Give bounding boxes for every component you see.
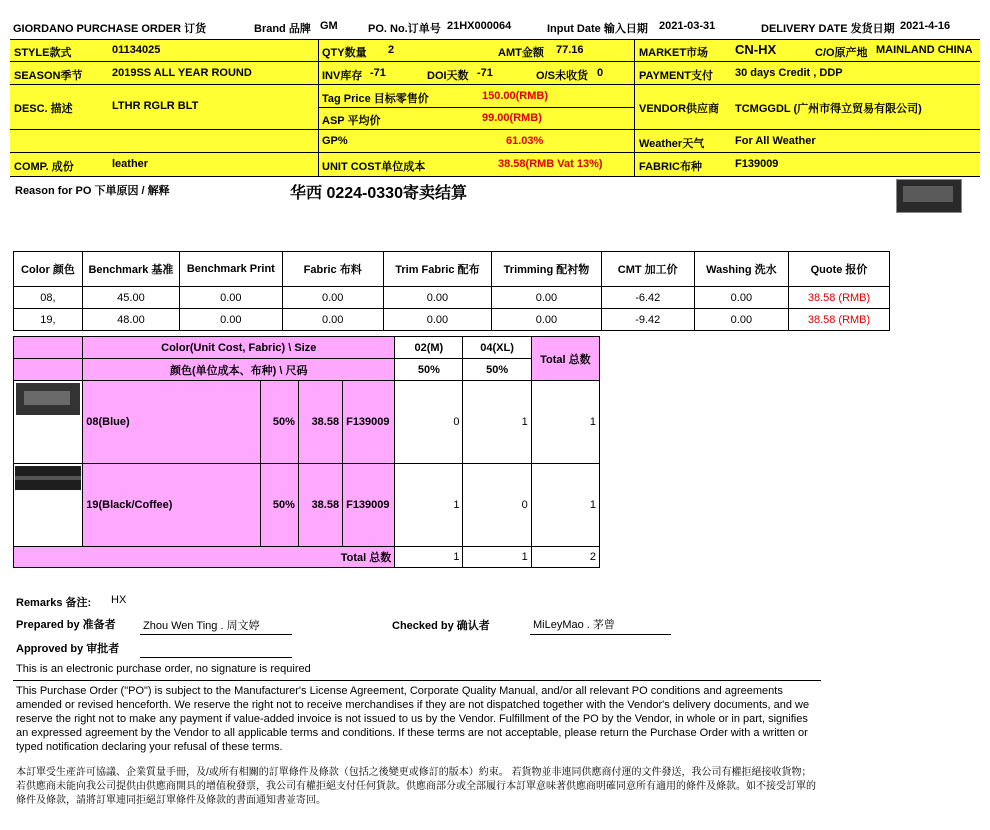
- quote-cell: 38.58 (RMB): [789, 309, 890, 331]
- reason-value: 华西 0224-0330寄卖结算: [290, 185, 467, 202]
- market-label: MARKET市场: [639, 47, 709, 59]
- cell: -9.42: [601, 309, 694, 331]
- document-title: GIORDANO PURCHASE ORDER 订货: [13, 23, 207, 35]
- size-ratio-02m: 50%: [395, 359, 463, 381]
- amt-value: 77.16: [556, 44, 584, 56]
- prepared-label: Prepared by 准备者: [16, 619, 116, 631]
- cell: 0.00: [492, 309, 602, 331]
- payment-value: 30 days Credit , DDP: [735, 67, 843, 79]
- col-quote: Quote 报价: [789, 252, 890, 287]
- input-date-label: Input Date 输入日期: [547, 23, 648, 35]
- cell: 0.00: [179, 309, 282, 331]
- comp-label: COMP. 成份: [14, 161, 74, 173]
- electronic-po-note: This is an electronic purchase order, no signature is required: [16, 663, 311, 675]
- desc-value: LTHR RGLR BLT: [112, 100, 199, 112]
- qty-04xl: 1: [463, 381, 531, 464]
- fabric-label: FABRIC布种: [639, 161, 702, 173]
- size-02m: 02(M): [395, 337, 463, 359]
- row-total: 1: [531, 464, 599, 547]
- checked-signature-line: [530, 634, 671, 635]
- gp-value: 61.03%: [506, 135, 544, 147]
- input-date: 2021-03-31: [659, 20, 716, 32]
- qty-04xl: 0: [463, 464, 531, 547]
- cell: 0.00: [282, 287, 383, 309]
- cell: 48.00: [82, 309, 179, 331]
- inv-label: INV库存: [322, 70, 363, 82]
- quote-cell: 38.58 (RMB): [789, 287, 890, 309]
- terms-chinese: 本訂單受生產許可協議、企業質量手冊，及/或所有相關的訂單條件及條款（包括之後變更或修訂的版本）約束。 若貨物並非連同供應商付運的文件發送，我公司有權拒絕接收貨物；若供應商未能向我公司提供由供應商開具的增值稅發票，我公司有權拒絕支付任何貨款。供應商部分或全部履行本訂單意味著供應商明確同意所有適用的條件及條款。如不接受訂單的條件及條款，請將訂單連同拒絕訂單條件及條款的書面通知書並寄回。: [16, 767, 816, 806]
- doi-value: -71: [477, 67, 493, 79]
- table-row: [14, 464, 600, 547]
- vendor-value: TCMGGDL (广州市得立贸易有限公司): [735, 103, 922, 115]
- col-washing: Washing 洗水: [694, 252, 788, 287]
- style-value: 01134025: [112, 44, 161, 56]
- col-trimming: Trimming 配衬物: [492, 252, 602, 287]
- fabric-value: F139009: [735, 158, 779, 170]
- size-header-en: Color(Unit Cost, Fabric) \ Size: [83, 337, 395, 359]
- size-ratio-04xl: 50%: [463, 359, 531, 381]
- col-trim-fabric: Trim Fabric 配布: [383, 252, 492, 287]
- size-header-cn: 颜色(单位成本、布种) \ 尺码: [83, 359, 395, 381]
- checked-value: MiLeyMao . 茅曾: [533, 619, 615, 631]
- cell: 0.00: [694, 309, 788, 331]
- remarks-value: HX: [111, 594, 127, 606]
- color-pct: 50%: [260, 381, 298, 464]
- sum-04xl: 1: [463, 547, 531, 568]
- prepared-value: Zhou Wen Ting . 周文婷: [143, 620, 260, 632]
- approved-label: Approved by 审批者: [16, 643, 120, 655]
- col-color: Color 颜色: [14, 252, 83, 287]
- prepared-signature-line: [140, 634, 292, 635]
- cell: 0.00: [492, 287, 602, 309]
- table-row: [14, 309, 890, 331]
- sum-02m: 1: [395, 547, 463, 568]
- checked-label: Checked by 确认者: [392, 620, 490, 632]
- po-number: 21HX000064: [447, 20, 512, 32]
- os-label: O/S未收货: [536, 70, 588, 82]
- terms-english: This Purchase Order ("PO") is subject to the Manufacturer's License Agreement, Corporate Quality Manual, and/or all relevant PO conditions and agreements amended or revised henceforth. We reserve the right not to receive merchandises if they are not dispatched together with the Vendor's delivery documents, and we reserve the right not to make any payment if value-added invoice is not issued to us by the Vendor. Fulfillment of the PO by the Vendor, in whole or in part, signifies an expressed agreement by the Vendor to all applicable terms and conditions. If these terms are not acceptable, please return the Purchase Order with a written or typed notification declaring your refusal of these terms.: [16, 685, 810, 753]
- reason-label: Reason for PO 下単原因 / 解释: [15, 185, 170, 197]
- brand-value: GM: [320, 20, 338, 32]
- comp-value: leather: [112, 158, 149, 170]
- color-name: 08(Blue): [83, 381, 261, 464]
- benchmark-header-row: [14, 252, 890, 287]
- cell: 19,: [14, 309, 83, 331]
- market-value: CN-HX: [735, 42, 777, 57]
- col-benchmark: Benchmark 基准: [82, 252, 179, 287]
- remarks-label: Remarks 备注:: [16, 597, 92, 609]
- color-name: 19(Black/Coffee): [83, 464, 261, 547]
- color-fabric: F139009: [343, 464, 395, 547]
- qty-02m: 0: [395, 381, 463, 464]
- cell: 0.00: [282, 309, 383, 331]
- origin-value: MAINLAND CHINA: [876, 44, 973, 56]
- total-header: Total 总数: [531, 337, 599, 381]
- inv-value: -71: [370, 67, 386, 79]
- col-cmt: CMT 加工价: [601, 252, 694, 287]
- season-label: SEASON季节: [14, 70, 83, 82]
- cell: 08,: [14, 287, 83, 309]
- total-row: [14, 547, 600, 568]
- unit-cost-value: 38.58(RMB Vat 13%): [498, 158, 603, 170]
- benchmark-table: [13, 251, 890, 331]
- asp-value: 99.00(RMB): [482, 112, 542, 124]
- amt-label: AMT金额: [498, 47, 544, 59]
- cell: 0.00: [694, 287, 788, 309]
- po-label: PO. No.订单号: [368, 23, 441, 35]
- weather-value: For All Weather: [735, 135, 816, 147]
- col-benchmark-print: Benchmark Print: [179, 252, 282, 287]
- style-label: STYLE款式: [14, 47, 72, 59]
- cell: 0.00: [179, 287, 282, 309]
- row-total: 1: [531, 381, 599, 464]
- qty-02m: 1: [395, 464, 463, 547]
- order-info-grid: [10, 39, 980, 177]
- table-row: [14, 287, 890, 309]
- total-label: Total 总数: [14, 547, 395, 568]
- doi-label: DOI天数: [427, 70, 469, 82]
- vendor-label: VENDOR供应商: [639, 103, 720, 115]
- tag-price-value: 150.00(RMB): [482, 90, 549, 102]
- gp-label: GP%: [322, 135, 348, 147]
- color-cost: 38.58: [298, 381, 342, 464]
- delivery-date-label: DELIVERY DATE 发货日期: [761, 23, 895, 35]
- product-image: [896, 179, 962, 213]
- color-thumb-cell: [14, 381, 83, 464]
- color-19-image: [15, 466, 81, 490]
- terms-divider: [13, 680, 821, 681]
- cell: 0.00: [383, 287, 492, 309]
- cell: -6.42: [601, 287, 694, 309]
- brand-label: Brand 品牌: [254, 23, 311, 35]
- col-fabric: Fabric 布料: [282, 252, 383, 287]
- size-breakdown-table: [13, 336, 600, 568]
- payment-label: PAYMENT支付: [639, 70, 713, 82]
- color-08-image: [16, 383, 80, 415]
- table-row: [14, 381, 600, 464]
- cell: 45.00: [82, 287, 179, 309]
- tag-price-label: Tag Price 目标零售价: [322, 93, 429, 105]
- asp-label: ASP 平均价: [322, 115, 381, 127]
- color-pct: 50%: [260, 464, 298, 547]
- weather-label: Weather天气: [639, 138, 705, 150]
- unit-cost-label: UNIT COST单位成本: [322, 161, 426, 173]
- delivery-date: 2021-4-16: [900, 20, 951, 32]
- approved-signature-line: [140, 657, 292, 658]
- qty-label: QTY数量: [322, 47, 367, 59]
- size-04xl: 04(XL): [463, 337, 531, 359]
- os-value: 0: [597, 67, 604, 79]
- cell: 0.00: [383, 309, 492, 331]
- qty-value: 2: [388, 44, 395, 56]
- color-thumb-cell: [14, 464, 83, 547]
- color-fabric: F139009: [343, 381, 395, 464]
- grand-total: 2: [531, 547, 599, 568]
- origin-label: C/O原产地: [815, 47, 868, 59]
- color-cost: 38.58: [298, 464, 342, 547]
- desc-label: DESC. 描述: [14, 103, 73, 115]
- season-value: 2019SS ALL YEAR ROUND: [112, 67, 252, 79]
